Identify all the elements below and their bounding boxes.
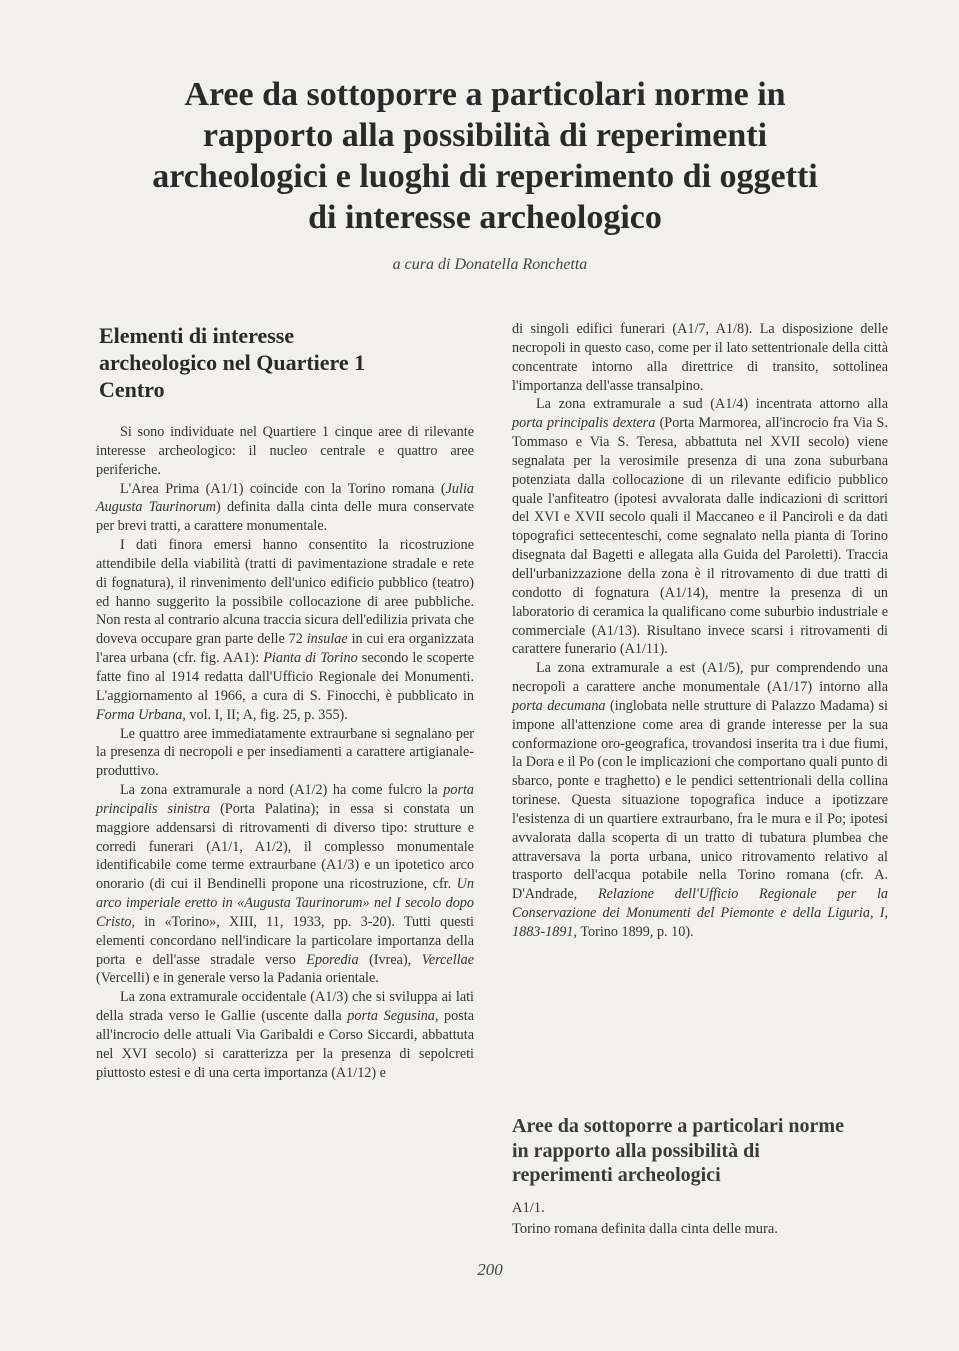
subsection-heading-line: reperimenti archeologici xyxy=(512,1164,721,1186)
entry-text: Torino romana definita dalla cinta delle mura. xyxy=(512,1221,778,1237)
left-column-text xyxy=(96,423,474,1083)
title-line: archeologici e luoghi di reperimento di oggetti xyxy=(152,158,818,195)
section-heading-line: Elementi di interesse xyxy=(99,323,295,348)
title-line: di interesse archeologico xyxy=(308,199,662,236)
page-number: 200 xyxy=(477,1260,503,1279)
subsection-heading-line: in rapporto alla possibilità di xyxy=(512,1139,760,1162)
paragraph: La zona extramurale a sud (A1/4) incentrata attorno alla porta principalis dextera (Porta Marmorea, all'incrocio fra Via S. Tommaso e Via S. Teresa, abbattuta nel XVII secolo) viene segnalata per la verosimile presenza di una zona suburbana potenziata dalla collocazione di un rilevante edificio pubblico quale l'anfiteatro (ipotesi avvalorata dalle indicazioni di scrittori del XVI e XVII secolo quali il Maccaneo e il Panciroli e da dati topografici settecenteschi, come segnalato nella pianta di Torino disegnata dal Bagetti e allegata alla Guida del Paroletti). Traccia dell'urbanizzazione della zona è il ritrovamento di due tratti di condotto di fognatura (A1/14), mentre la presenza di un laboratorio di ceramica la qualificano come suburbio industriale e commerciale (A1/13). Risultano invece scarsi i ritrovamenti di carattere funerario (A1/11). xyxy=(512,396,888,658)
paragraph: La zona extramurale occidentale (A1/3) che si sviluppa ai lati della strada verso le Gallie (uscente dalla porta Segusina, posta all'incrocio delle attuali Via Garibaldi e Corso Siccardi, abbattuta nel XVI secolo) si caratterizza per la presenza di sepolcreti piuttosto estesi e di una certa importanza (A1/12) e xyxy=(96,989,475,1081)
right-column-text xyxy=(512,320,888,942)
section-heading xyxy=(99,322,459,403)
subsection-heading-line: Aree da sottoporre a particolari norme xyxy=(512,1115,844,1137)
entry-code: A1/1. xyxy=(512,1200,545,1216)
title-line: rapporto alla possibilità di reperimenti xyxy=(202,117,768,154)
paragraph: Si sono individuate nel Quartiere 1 cinque aree di rilevante interesse archeologico: il nucleo centrale e quattro aree periferiche. xyxy=(96,424,474,478)
page-title xyxy=(60,74,910,238)
byline: a cura di Donatella Ronchetta xyxy=(392,256,588,273)
paragraph: Le quattro aree immediatamente extraurbane si segnalano per la presenza di necropoli e per insediamenti a carattere artigianale-produttivo. xyxy=(96,725,474,780)
subsection-heading xyxy=(512,1114,882,1188)
paragraph: L'Area Prima (A1/1) coincide con la Torino romana (Julia Augusta Taurinorum) definita dalla cinta delle mura conservate per brevi tratti, a carattere monumentale. xyxy=(96,480,474,535)
paragraph: di singoli edifici funerari (A1/7, A1/8). La disposizione delle necropoli in questo caso, come per il lato settentrionale della città concentrate intorno alla direttrice di transito, sottolinea l'importanza dell'asse transalpino. xyxy=(512,321,888,394)
section-heading-line: Centro xyxy=(99,377,165,402)
title-line: Aree da sottoporre a particolari norme in xyxy=(184,76,786,113)
section-heading-line: archeologico nel Quartiere 1 xyxy=(99,350,366,375)
paragraph: La zona extramurale a nord (A1/2) ha come fulcro la porta principalis sinistra (Porta Palatina); in essa si constata un maggiore addensarsi di ritrovamenti di diverso tipo: strutture e corredi funerari (A1/1, A1/2), il complesso monumentale identificabile come terme extraurbane (A1/3) e un ipotetico arco onorario (di cui il Bendinelli propone una ricostruzione, cfr. Un arco imperiale eretto in «Augusta Taurinorum» nel I secolo dopo Cristo, in «Torino», XIII, 11, 1933, pp. 3-20). Tutti questi elementi concordano nell'indicare la particolare importanza della porta e dell'asse stradale verso Eporedia (Ivrea), Vercellae (Vercelli) e in generale verso la Padania orientale. xyxy=(96,782,474,987)
paragraph: La zona extramurale a est (A1/5), pur comprendendo una necropoli a carattere anche monumentale (A1/17) intorno alla porta decumana (inglobata nelle strutture di Palazzo Madama) si impone all'attenzione come area di grande interesse per la sua conformazione oro-geografica, trovandosi inserita tra i due fiumi, la Dora e il Po (con le implicazioni che comportano quali punto di sbarco, ponte e traghetto) e le pendici settentrionali della collina torinese. Questa situazione topografica induce a ipotizzare l'esistenza di un quartiere extraurbano, fra le mura e il Po; ipotesi avvalorata dalla scoperta di un tratto di tubatura plumbea che attraversava la porta urbana, unico ritrovamento relativo al trasporto dell'acqua potabile nella Torino romana (cfr. A. D'Andrade, Relazione dell'Ufficio Regionale per la Conservazione dei Monumenti del Piemonte e della Liguria, I, 1883-1891, Torino 1899, p. 10). xyxy=(512,660,889,940)
paragraph: I dati finora emersi hanno consentito la ricostruzione attendibile della viabilità (tratti di pavimentazione stradale e rete di fognatura), il rinvenimento dell'unico edificio pubblico (teatro) ed hanno suggerito la possibile collocazione di aree pubbliche. Non resta al contrario alcuna traccia sicura dell'edilizia privata che doveva occupare gran parte delle 72 insulae in cui era organizzata l'area urbana (cfr. fig. AA1): Pianta di Torino secondo le scoperte fatte fino al 1914 redatta dall'Ufficio Regionale dei Monumenti. L'aggiornamento al 1966, a cura di S. Finocchi, è pubblicato in Forma Urbana, vol. I, II; A, fig. 25, p. 355). xyxy=(96,537,475,723)
